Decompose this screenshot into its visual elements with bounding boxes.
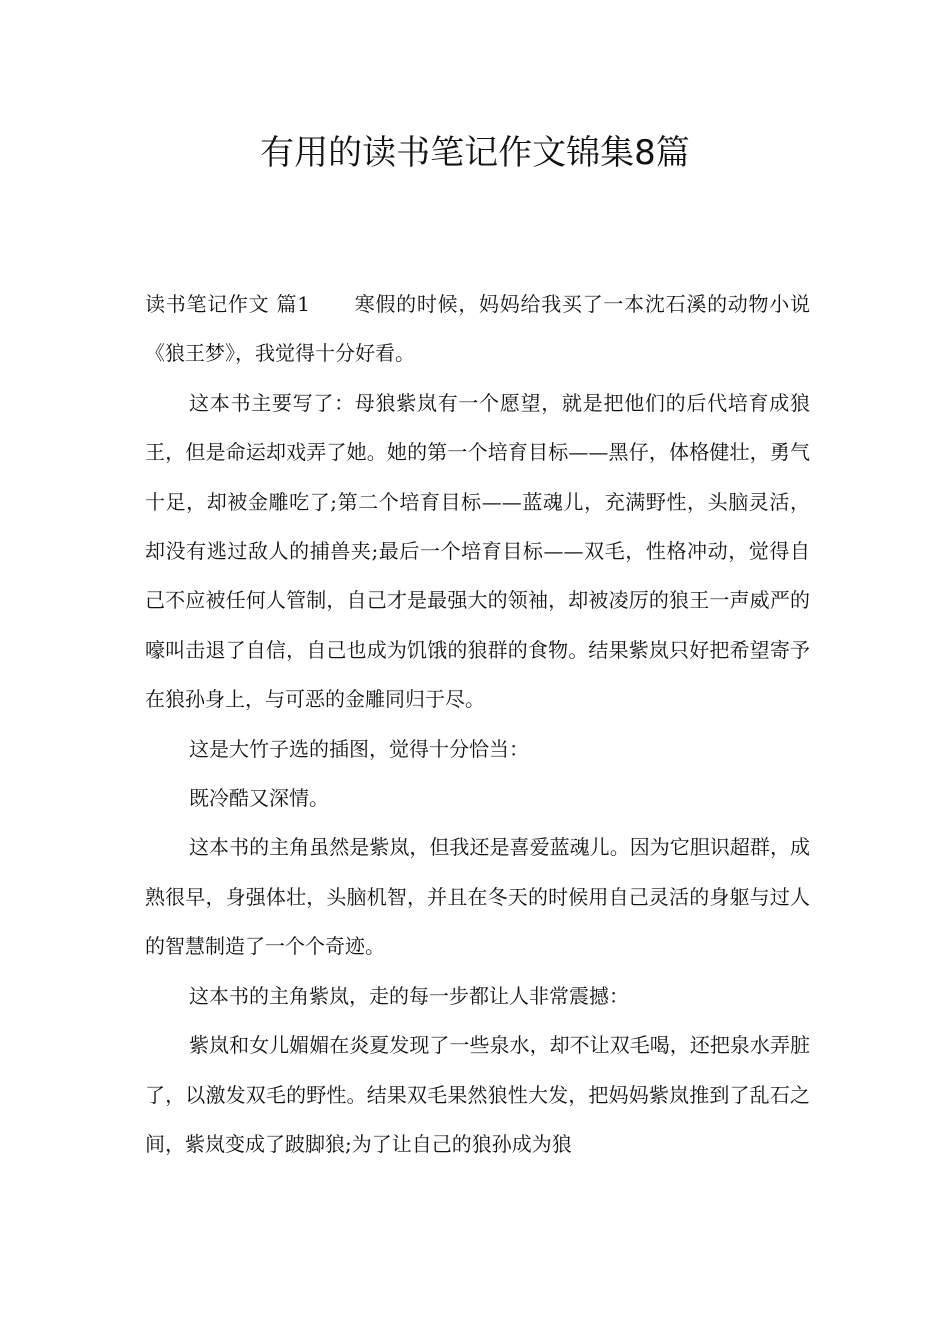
paragraph-1 — [145, 280, 810, 379]
paragraph-5: 这本书的主角虽然是紫岚，但我还是喜爱蓝魂儿。因为它胆识超群，成熟很早，身强体壮，头脑机智，并且在冬天的时候用自己灵活的身躯与过人的智慧制造了一个个奇迹。 — [145, 835, 810, 959]
paragraph-6: 这本书的主角紫岚，走的每一步都让人非常震撼： — [189, 983, 629, 1008]
paragraph-4: 既冷酷又深情。 — [189, 786, 329, 811]
paragraph-text: 寒假的时候，妈妈给我买了一本沈石溪的动物小说《狼王梦》，我觉得十分好看。 — [145, 292, 811, 366]
document-title: 有用的读书笔记作文锦集8篇 — [260, 133, 690, 173]
paragraph-3: 这是大竹子选的插图，觉得十分恰当： — [189, 736, 529, 761]
paragraph-7: 紫岚和女儿媚媚在炎夏发现了一些泉水，却不让双毛喝，还把泉水弄脏了，以激发双毛的野性。结果双毛果然狼性大发，把妈妈紫岚推到了乱石之间，紫岚变成了跛脚狼;为了让自己的狼孙成为狼 — [145, 1033, 810, 1156]
paragraph-2: 这本书主要写了：母狼紫岚有一个愿望，就是把他们的后代培育成狼王，但是命运却戏弄了她。她的第一个培育目标——黑仔，体格健壮，勇气十足，却被金雕吃了;第二个培育目标——蓝魂儿，充满野性，头脑灵活，却没有逃过敌人的捕兽夹;最后一个培育目标——双毛，性格冲动，觉得自己不应被任何人管制，自己才是最强大的领袖，却被凌厉的狼王一声威严的嚎叫击退了自信，自己也成为饥饿的狼群的食物。结果紫岚只好把希望寄予在狼孙身上，与可恶的金雕同归于尽。 — [145, 390, 810, 712]
section-heading: 读书笔记作文 篇1 — [145, 292, 310, 316]
document-body — [145, 280, 810, 1169]
